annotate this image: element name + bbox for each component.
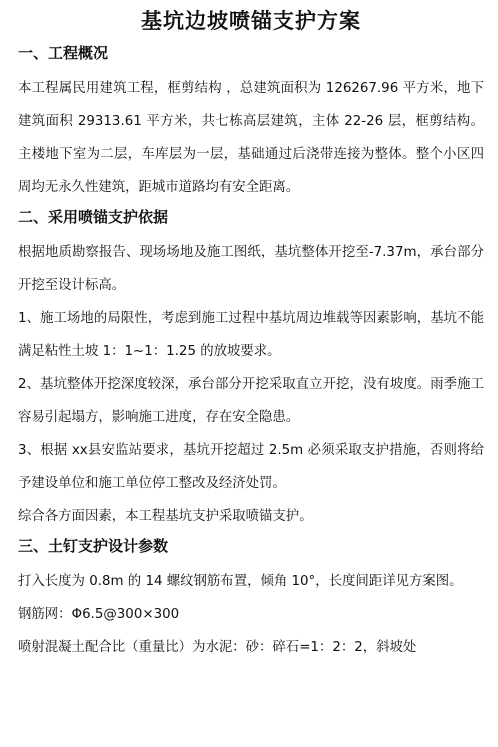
section-heading-parameters: 三、土钉支护设计参数 xyxy=(18,537,169,555)
parameters-paragraph-mesh: 钢筋网：Φ6.5@300×300 xyxy=(18,607,180,622)
parameters-paragraph-nails: 打入长度为 0.8m 的 14 螺纹钢筋布置，倾角 10°，长度间距详见方案图。 xyxy=(18,574,463,589)
basis-paragraph-intro: 根据地质勘察报告、现场场地及施工图纸，基坑整体开挖至-7.37m，承台部分开挖至设计标高。 xyxy=(18,245,484,293)
basis-paragraph-conclusion: 综合各方面因素，本工程基坑支护采取喷锚支护。 xyxy=(18,509,313,524)
basis-paragraph-1: 1、施工场地的局限性，考虑到施工过程中基坑周边堆载等因素影响，基坑不能满足粘性土坡 1：1~1：1.25 的放坡要求。 xyxy=(18,311,484,359)
basis-paragraph-2: 2、基坑整体开挖深度较深，承台部分开挖采取直立开挖，没有坡度。雨季施工容易引起塌方，影响施工进度，存在安全隐患。 xyxy=(18,377,484,425)
overview-paragraph: 本工程属民用建筑工程，框剪结构 ，总建筑面积为 126267.96 平方米，地下建筑面积 29313.61 平方米，共七栋高层建筑，主体 22-26 层，框剪结构。主楼地下室为二层，车库层为一层，基础通过后浇带连接为整体。整个小区四周均无永久性建筑，距城市道路均有安全距离。 xyxy=(18,81,484,195)
basis-paragraph-3: 3、根据 xx县安监站要求，基坑开挖超过 2.5m 必须采取支护措施，否则将给予建设单位和施工单位停工整改及经济处罚。 xyxy=(18,443,484,491)
section-heading-overview: 一、工程概况 xyxy=(18,44,109,62)
parameters-paragraph-concrete: 喷射混凝土配合比（重量比）为水泥：砂：碎石=1：2：2，斜坡处 xyxy=(18,640,417,655)
document-title: 基坑边坡喷锚支护方案 xyxy=(141,9,361,33)
section-heading-basis: 二、采用喷锚支护依据 xyxy=(18,208,169,226)
